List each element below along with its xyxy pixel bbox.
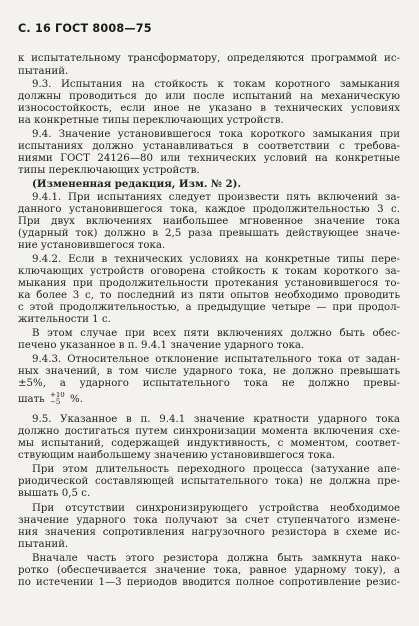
text-line: 9.4. Значение установившегося тока короткого замыкания при [32,129,400,140]
text-line: жительности 1 с. [18,314,111,325]
text-line: 9.4.3. Относительное отклонение испытательного тока от задан- [32,354,400,365]
text-line: к испытательному трансформатору, определяются программой ис- [18,53,400,64]
text-line: ка более 3 с, то последний из пяти опытов необходимо проводить [18,290,400,301]
text-line: вышать 0,5 с. [18,488,91,499]
text-line: ние установившегося тока. [18,240,166,251]
text-line: При отсутствии синхронизирующего устройства необходимое [32,503,400,514]
text-line: должны проводиться до или после испытаний на механическую [18,91,400,102]
text-line: 9.4.2. Если в технических условиях на конкретные типы пере- [32,254,400,265]
text-line: типы переключающих устройств. [18,165,200,176]
text-line: ных значений, в том числе ударного тока, не должно превышать [18,366,400,377]
text-line: ±5%, а ударного испытательного тока не должно превы- [18,378,400,389]
tolerance-limits [50,392,65,406]
text-line: должно достигаться путем синхронизации момента включения схе- [18,426,400,437]
text-line: мы испытаний, содержащей индуктивность, с моментом, соответ- [18,438,400,449]
text-line: пытаний. [18,539,69,550]
text-line: В этом случае при всех пяти включениях должно быть обес- [32,328,400,339]
amendment-note: (Измененная редакция, Изм. № 2). [32,178,242,190]
tolerance-prefix: шать [18,394,45,405]
text-line: 9.3. Испытания на стойкость к токам коротного замыкания [32,79,400,90]
text-line: При этом длительность переходного процесса (затухание апе- [32,464,400,475]
text-line: (ударный ток) должно в 2,5 раза превышать действующее значе- [18,228,400,239]
text-line: по истечении 1—3 периодов вводится полное сопротивление резис- [18,577,400,588]
text-line: данного установившегося тока, каждое продолжительностью 3 с. [18,204,400,215]
tolerance-lower: −5 [49,398,61,406]
text-line: износостойкость, если иное не указано в технических условиях [18,103,400,114]
text-line: 9.4.1. При испытаниях следует произвести пять включений за- [32,192,400,203]
text-line: При двух включениях наибольшее мгновенное значение тока [18,216,400,227]
text-line: ключающих устройств оговорена стойкость к токам короткого за- [18,266,400,277]
text-line: значение ударного тока получают за счет ступенчатого измене- [18,515,400,526]
text-line: ротко (обеспечивается значение тока, равное ударному току), а [18,565,400,576]
tolerance-line [18,392,400,406]
tolerance-unit: %. [70,394,83,405]
text-line: риодической составляющей испытательного тока) не должна пре- [18,476,400,487]
text-line: мыкания при продолжительности протекания установившегося то- [18,278,400,289]
tolerance-upper: +10 [49,392,65,399]
text-line: ствующим наибольшему значению установившегося тока. [18,450,336,461]
text-line: печено указанное в п. 9.4.1 значение ударного тока. [18,340,305,351]
text-line: пытаний. [18,66,69,77]
text-line: ния значения сопротивления нагрузочного резистора в схеме ис- [18,527,400,538]
text-line: ниями ГОСТ 24126—80 или технических условий на конкретные [18,153,400,164]
text-line: с этой продолжительностью, а предыдущие четыре — при продол- [18,302,400,313]
text-line: 9.5. Указанное в п. 9.4.1 значение кратности ударного тока [32,414,400,425]
page-header: С. 16 ГОСТ 8008—75 [18,22,152,35]
text-line: испытаниях должно устанавливаться в соответствии с требова- [18,141,400,152]
text-line: на конкретные типы переключающих устройств. [18,115,284,126]
text-line: Вначале часть этого резистора должна быть замкнута нако- [32,553,400,564]
